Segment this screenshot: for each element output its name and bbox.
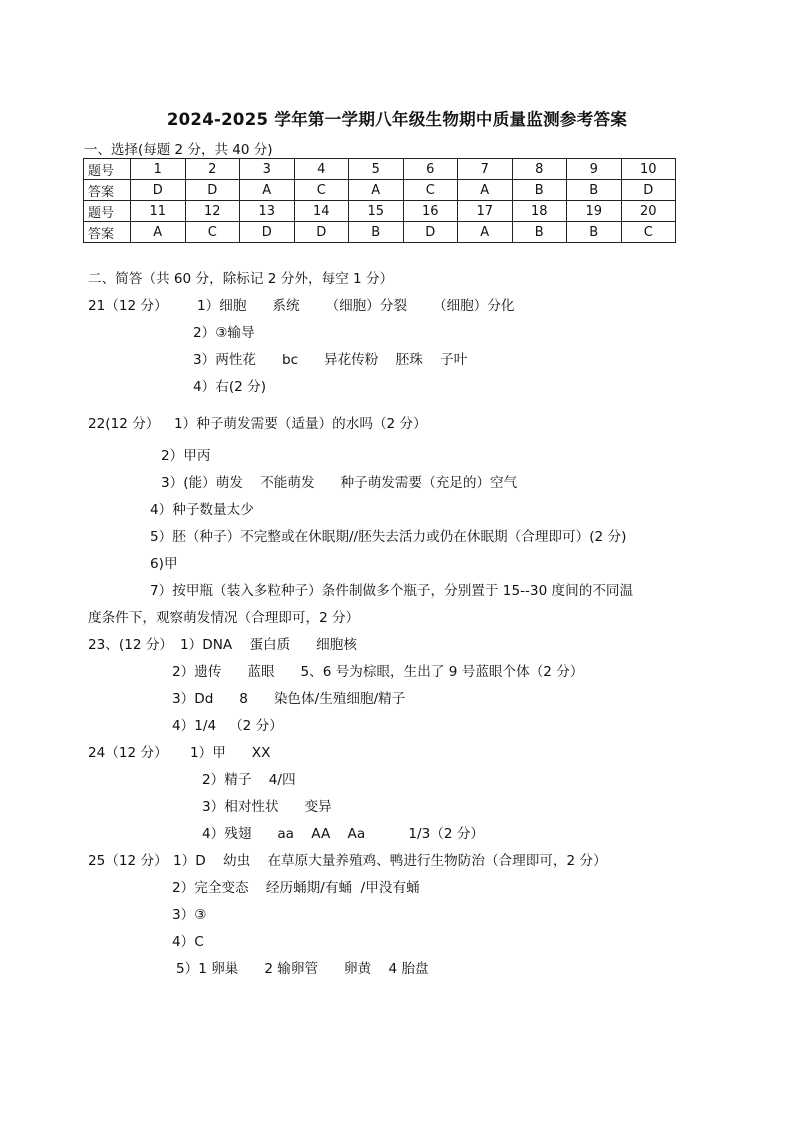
table-cell: 4 — [294, 159, 349, 180]
table-row — [84, 201, 676, 222]
table-cell: C — [621, 222, 676, 243]
section1-heading: 一、选择(每题 2 分，共 40 分) — [84, 142, 273, 158]
table-cell: B — [512, 180, 567, 201]
table-cell: D — [131, 180, 186, 201]
question-25-answer-2: 2）完全变态 经历蛹期/有蛹 /甲没有蛹 — [172, 880, 420, 896]
question-22-answer-1: 1）种子萌发需要（适量）的水吗（2 分） — [174, 416, 427, 432]
table-cell: 2 — [185, 159, 240, 180]
question-22-answer-2: 2）甲丙 — [161, 448, 211, 464]
table-cell: 12 — [185, 201, 240, 222]
table-cell: B — [349, 222, 404, 243]
table-cell: D — [185, 180, 240, 201]
question-21-answer-2: 2）③输导 — [193, 325, 255, 341]
table-cell: 8 — [512, 159, 567, 180]
page-title: 2024-2025 学年第一学期八年级生物期中质量监测参考答案 — [166, 110, 628, 129]
question-21-number: 21（12 分） — [88, 298, 168, 314]
table-cell: 15 — [349, 201, 404, 222]
table-cell: 1 — [131, 159, 186, 180]
table-cell: B — [567, 222, 622, 243]
table-cell: C — [185, 222, 240, 243]
question-23-answer-3: 3）Dd 8 染色体/生殖细胞/精子 — [172, 691, 406, 707]
table-cell: 6 — [403, 159, 458, 180]
row-label: 答案 — [84, 180, 131, 201]
row-label: 题号 — [84, 159, 131, 180]
table-row — [84, 222, 676, 243]
table-cell: 9 — [567, 159, 622, 180]
question-21-answer-3: 3）两性花 bc 异花传粉 胚珠 子叶 — [193, 352, 468, 368]
section2-heading: 二、简答（共 60 分，除标记 2 分外，每空 1 分） — [88, 271, 394, 287]
question-25-answer-1: 1）D 幼虫 在草原大量养殖鸡、鸭进行生物防治（合理即可，2 分） — [173, 853, 607, 869]
table-cell: A — [349, 180, 404, 201]
table-cell: C — [294, 180, 349, 201]
question-21-answer-1: 1）细胞 系统 （细胞）分裂 （细胞）分化 — [197, 298, 515, 314]
question-22-answer-4: 4）种子数量太少 — [150, 502, 254, 518]
table-cell: 20 — [621, 201, 676, 222]
question-22-answer-6: 6)甲 — [150, 556, 178, 572]
table-row — [84, 180, 676, 201]
table-cell: B — [567, 180, 622, 201]
row-label: 题号 — [84, 201, 131, 222]
question-22-answer-7-line-1: 7）按甲瓶（装入多粒种子）条件制做多个瓶子，分别置于 15--30 度间的不同温 — [150, 583, 634, 599]
table-cell: A — [131, 222, 186, 243]
table-cell: D — [403, 222, 458, 243]
table-cell: 18 — [512, 201, 567, 222]
table-cell: A — [458, 222, 513, 243]
question-24-number: 24（12 分） — [88, 745, 168, 761]
question-24-answer-1: 1）甲 XX — [190, 745, 271, 761]
question-24-answer-2: 2）精子 4/四 — [202, 772, 296, 788]
table-cell: D — [240, 222, 295, 243]
table-cell: 10 — [621, 159, 676, 180]
question-22-number: 22(12 分） — [88, 416, 160, 432]
question-22-answer-3: 3）(能）萌发 不能萌发 种子萌发需要（充足的）空气 — [161, 475, 518, 491]
table-cell: 19 — [567, 201, 622, 222]
question-23-answer-1: 1）DNA 蛋白质 细胞核 — [180, 637, 357, 653]
table-cell: 13 — [240, 201, 295, 222]
table-cell: D — [621, 180, 676, 201]
question-22-answer-5: 5）胚（种子）不完整或在休眠期//胚失去活力或仍在休眠期（合理即可）(2 分) — [150, 529, 627, 545]
question-23-number: 23、(12 分） — [88, 637, 174, 653]
question-22-answer-7-line-2: 度条件下，观察萌发情况（合理即可，2 分） — [88, 610, 360, 626]
question-25-answer-5: 5）1 卵巢 2 输卵管 卵黄 4 胎盘 — [176, 961, 429, 977]
table-row — [84, 159, 676, 180]
table-cell: B — [512, 222, 567, 243]
table-cell: 7 — [458, 159, 513, 180]
row-label: 答案 — [84, 222, 131, 243]
table-cell: C — [403, 180, 458, 201]
table-cell: D — [294, 222, 349, 243]
table-cell: 16 — [403, 201, 458, 222]
question-24-answer-4: 4）残翅 aa AA Aa 1/3（2 分） — [202, 826, 485, 842]
table-cell: 17 — [458, 201, 513, 222]
question-21-answer-4: 4）右(2 分) — [193, 379, 267, 395]
question-23-answer-4: 4）1/4 （2 分） — [172, 718, 283, 734]
question-23-answer-2: 2）遗传 蓝眼 5、6 号为棕眼，生出了 9 号蓝眼个体（2 分） — [172, 664, 584, 680]
table-cell: 14 — [294, 201, 349, 222]
answer-table — [83, 158, 676, 243]
table-cell: 3 — [240, 159, 295, 180]
table-cell: 11 — [131, 201, 186, 222]
question-25-answer-3: 3）③ — [172, 907, 207, 923]
table-cell: A — [240, 180, 295, 201]
table-cell: A — [458, 180, 513, 201]
table-cell: 5 — [349, 159, 404, 180]
question-25-number: 25（12 分） — [88, 853, 168, 869]
question-24-answer-3: 3）相对性状 变异 — [202, 799, 332, 815]
question-25-answer-4: 4）C — [172, 934, 204, 950]
